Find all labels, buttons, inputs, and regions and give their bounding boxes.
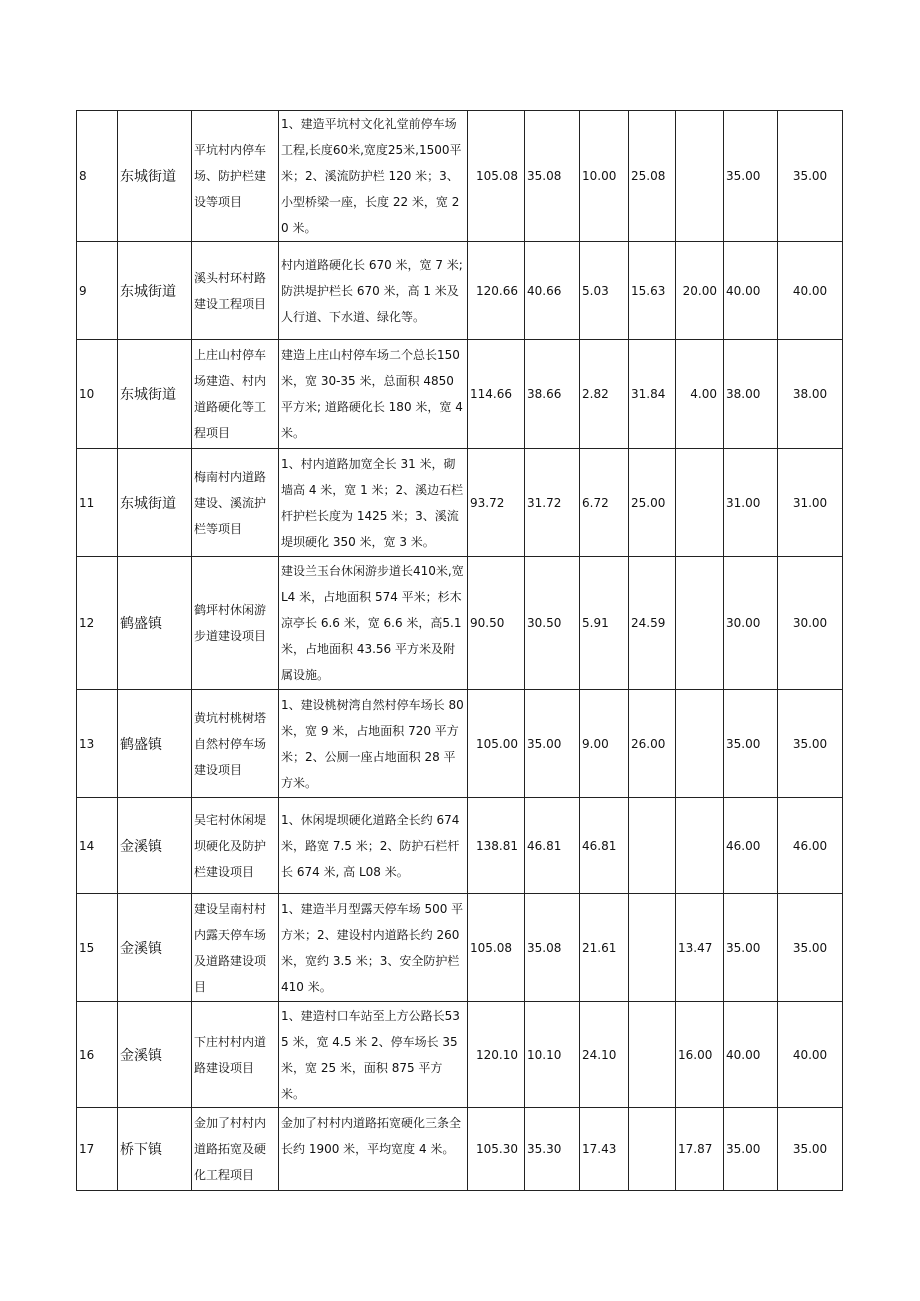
value-cell-2: 17.43 xyxy=(580,1108,629,1191)
town-cell: 金溪镇 xyxy=(118,894,192,1002)
value-cell-2: 46.81 xyxy=(580,798,629,894)
project-name-cell: 鹤坪村休闲游步道建设项目 xyxy=(192,557,279,690)
value-cell-5: 38.00 xyxy=(724,340,778,449)
row-number: 8 xyxy=(77,111,118,242)
project-content-cell: 1、建设桃树湾自然村停车场长 80米，宽 9 米，占地面积 720 平方米；2、公厕一座占地面积 28 平方米。 xyxy=(279,690,468,798)
project-content-cell: 1、建造平坑村文化礼堂前停车场工程,长度60米,宽度25米,1500平米；2、溪流防护栏 120 米；3、小型桥梁一座，长度 22 米，宽 20 米。 xyxy=(279,111,468,242)
value-cell-5: 35.00 xyxy=(724,111,778,242)
table-row xyxy=(77,690,843,798)
value-cell-4: 4.00 xyxy=(676,340,724,449)
value-cell-1: 31.72 xyxy=(525,449,580,557)
value-cell-6: 35.00 xyxy=(778,894,843,1002)
row-number: 15 xyxy=(77,894,118,1002)
value-cell-3: 25.08 xyxy=(629,111,676,242)
town-cell: 鹤盛镇 xyxy=(118,557,192,690)
table-row xyxy=(77,242,843,340)
value-cell-1: 38.66 xyxy=(525,340,580,449)
value-cell-5: 35.00 xyxy=(724,894,778,1002)
value-cell-5: 46.00 xyxy=(724,798,778,894)
value-cell-5: 30.00 xyxy=(724,557,778,690)
value-cell-3 xyxy=(629,798,676,894)
row-number: 12 xyxy=(77,557,118,690)
total-investment-cell: 120.10 xyxy=(468,1002,525,1108)
project-name-cell: 梅南村内道路建设、溪流护栏等项目 xyxy=(192,449,279,557)
value-cell-6: 31.00 xyxy=(778,449,843,557)
value-cell-1: 35.08 xyxy=(525,111,580,242)
row-number: 11 xyxy=(77,449,118,557)
value-cell-4 xyxy=(676,690,724,798)
value-cell-6: 46.00 xyxy=(778,798,843,894)
total-investment-cell: 90.50 xyxy=(468,557,525,690)
value-cell-4 xyxy=(676,111,724,242)
project-name-cell: 建设呈南村村内露天停车场及道路建设项目 xyxy=(192,894,279,1002)
value-cell-4: 13.47 xyxy=(676,894,724,1002)
value-cell-5: 35.00 xyxy=(724,1108,778,1191)
row-number: 13 xyxy=(77,690,118,798)
value-cell-1: 30.50 xyxy=(525,557,580,690)
project-content-cell: 1、建造村口车站至上方公路长535 米，宽 4.5 米 2、停车场长 35米，宽 25 米，面积 875 平方米。 xyxy=(279,1002,468,1108)
project-name-cell: 黄坑村桃树塔自然村停车场建设项目 xyxy=(192,690,279,798)
value-cell-6: 30.00 xyxy=(778,557,843,690)
town-cell: 鹤盛镇 xyxy=(118,690,192,798)
value-cell-3 xyxy=(629,894,676,1002)
value-cell-2: 2.82 xyxy=(580,340,629,449)
total-investment-cell: 93.72 xyxy=(468,449,525,557)
value-cell-3: 26.00 xyxy=(629,690,676,798)
project-name-cell: 吴宅村休闲堤坝硬化及防护栏建设项目 xyxy=(192,798,279,894)
table-row xyxy=(77,557,843,690)
table-row xyxy=(77,1108,843,1191)
value-cell-3: 31.84 xyxy=(629,340,676,449)
value-cell-4 xyxy=(676,557,724,690)
project-name-cell: 下庄村村内道路建设项目 xyxy=(192,1002,279,1108)
total-investment-cell: 105.08 xyxy=(468,894,525,1002)
table-row xyxy=(77,111,843,242)
value-cell-2: 5.03 xyxy=(580,242,629,340)
value-cell-2: 6.72 xyxy=(580,449,629,557)
town-cell: 东城街道 xyxy=(118,242,192,340)
town-cell: 桥下镇 xyxy=(118,1108,192,1191)
value-cell-1: 10.10 xyxy=(525,1002,580,1108)
value-cell-6: 35.00 xyxy=(778,1108,843,1191)
value-cell-1: 46.81 xyxy=(525,798,580,894)
project-content-cell: 建造上庄山村停车场二个总长150 米，宽 30-35 米，总面积 4850平方米; 道路硬化长 180 米，宽 4 米。 xyxy=(279,340,468,449)
total-investment-cell: 105.00 xyxy=(468,690,525,798)
value-cell-5: 40.00 xyxy=(724,242,778,340)
value-cell-6: 38.00 xyxy=(778,340,843,449)
value-cell-4 xyxy=(676,449,724,557)
town-cell: 东城街道 xyxy=(118,111,192,242)
value-cell-5: 35.00 xyxy=(724,690,778,798)
value-cell-2: 24.10 xyxy=(580,1002,629,1108)
table-row xyxy=(77,1002,843,1108)
value-cell-6: 40.00 xyxy=(778,1002,843,1108)
value-cell-1: 35.30 xyxy=(525,1108,580,1191)
project-name-cell: 溪头村环村路建设工程项目 xyxy=(192,242,279,340)
total-investment-cell: 114.66 xyxy=(468,340,525,449)
value-cell-3 xyxy=(629,1002,676,1108)
value-cell-4 xyxy=(676,798,724,894)
town-cell: 东城街道 xyxy=(118,340,192,449)
project-name-cell: 上庄山村停车场建造、村内道路硬化等工程项目 xyxy=(192,340,279,449)
table-row xyxy=(77,894,843,1002)
value-cell-5: 31.00 xyxy=(724,449,778,557)
value-cell-4: 17.87 xyxy=(676,1108,724,1191)
row-number: 14 xyxy=(77,798,118,894)
row-number: 9 xyxy=(77,242,118,340)
value-cell-4: 16.00 xyxy=(676,1002,724,1108)
value-cell-6: 40.00 xyxy=(778,242,843,340)
value-cell-2: 5.91 xyxy=(580,557,629,690)
project-content-cell: 建设兰玉台休闲游步道长410米,宽 L4 米，占地面积 574 平米；杉木凉亭长 6.6 米，宽 6.6 米，高5.1 米，占地面积 43.56 平方米及附属设施。 xyxy=(279,557,468,690)
total-investment-cell: 105.30 xyxy=(468,1108,525,1191)
value-cell-6: 35.00 xyxy=(778,690,843,798)
project-table xyxy=(76,110,843,1191)
value-cell-5: 40.00 xyxy=(724,1002,778,1108)
table-row xyxy=(77,449,843,557)
table-row xyxy=(77,798,843,894)
project-name-cell: 平坑村内停车场、防护栏建设等项目 xyxy=(192,111,279,242)
value-cell-2: 9.00 xyxy=(580,690,629,798)
total-investment-cell: 138.81 xyxy=(468,798,525,894)
value-cell-3 xyxy=(629,1108,676,1191)
project-content-cell: 1、建造半月型露天停车场 500 平方米；2、建设村内道路长约 260米，宽约 3.5 米；3、安全防护栏410 米。 xyxy=(279,894,468,1002)
row-number: 10 xyxy=(77,340,118,449)
town-cell: 金溪镇 xyxy=(118,798,192,894)
project-content-cell: 金加了村村内道路拓宽硬化三条全长约 1900 米，平均宽度 4 米。 xyxy=(279,1108,468,1191)
value-cell-3: 24.59 xyxy=(629,557,676,690)
project-content-cell: 1、休闲堤坝硬化道路全长约 674米，路宽 7.5 米；2、防护石栏杆长 674 米, 高 L08 米。 xyxy=(279,798,468,894)
project-content-cell: 1、村内道路加宽全长 31 米，砌墙高 4 米，宽 1 米；2、溪边石栏杆护栏长度为 1425 米；3、溪流堤坝硬化 350 米，宽 3 米。 xyxy=(279,449,468,557)
value-cell-1: 35.00 xyxy=(525,690,580,798)
project-name-cell: 金加了村村内道路拓宽及硬化工程项目 xyxy=(192,1108,279,1191)
value-cell-3: 15.63 xyxy=(629,242,676,340)
value-cell-2: 10.00 xyxy=(580,111,629,242)
value-cell-6: 35.00 xyxy=(778,111,843,242)
total-investment-cell: 120.66 xyxy=(468,242,525,340)
value-cell-3: 25.00 xyxy=(629,449,676,557)
row-number: 17 xyxy=(77,1108,118,1191)
value-cell-1: 40.66 xyxy=(525,242,580,340)
total-investment-cell: 105.08 xyxy=(468,111,525,242)
value-cell-4: 20.00 xyxy=(676,242,724,340)
town-cell: 东城街道 xyxy=(118,449,192,557)
value-cell-1: 35.08 xyxy=(525,894,580,1002)
town-cell: 金溪镇 xyxy=(118,1002,192,1108)
value-cell-2: 21.61 xyxy=(580,894,629,1002)
table-row xyxy=(77,340,843,449)
row-number: 16 xyxy=(77,1002,118,1108)
project-content-cell: 村内道路硬化长 670 米，宽 7 米;防洪堤护栏长 670 米，高 1 米及人行道、下水道、绿化等。 xyxy=(279,242,468,340)
